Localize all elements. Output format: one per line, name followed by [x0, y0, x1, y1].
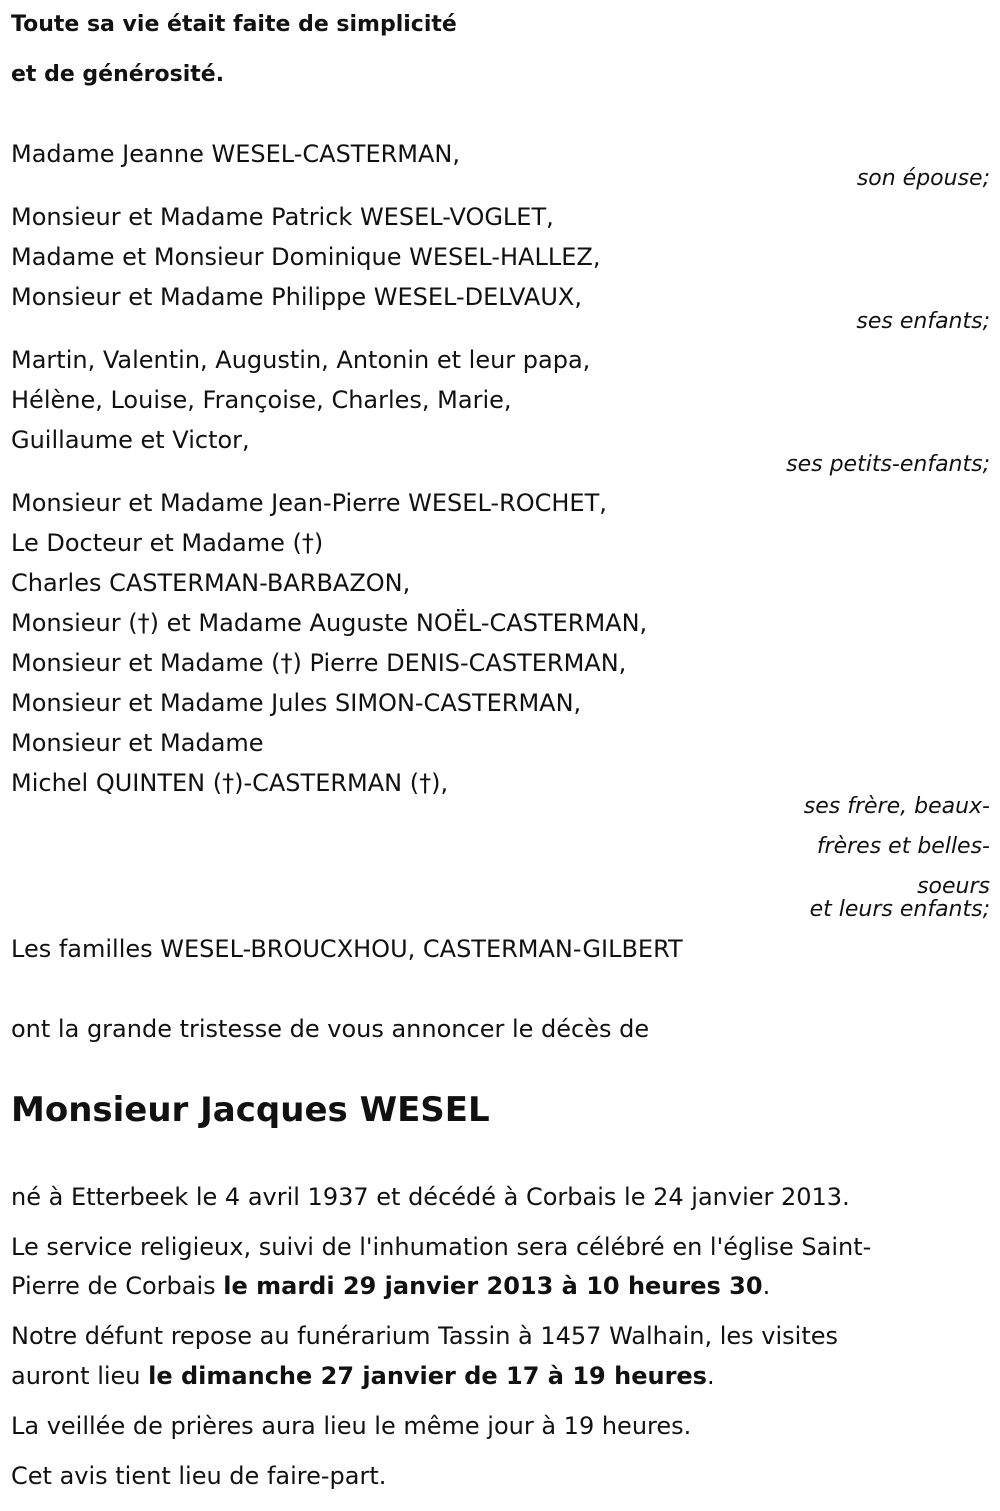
sibling-line: Michel QUINTEN (†)-CASTERMAN (†),	[11, 769, 449, 797]
sibling-line: Monsieur et Madame Jean-Pierre WESEL-ROCHET,	[11, 489, 607, 517]
service-line-2	[11, 1271, 770, 1301]
visit-date: le dimanche 27 janvier de 17 à 19 heures	[148, 1362, 707, 1390]
grandchildren-role: ses petits-enfants;	[786, 452, 990, 477]
sibling-line: Monsieur et Madame (†) Pierre DENIS-CASTERMAN,	[11, 649, 627, 677]
quote-line-2: et de générosité.	[11, 62, 225, 87]
birth-death-line: né à Etterbeek le 4 avril 1937 et décédé à Corbais le 24 janvier 2013.	[11, 1183, 850, 1211]
announcement: ont la grande tristesse de vous annoncer le décès de	[11, 1015, 650, 1043]
visit-line-2	[11, 1361, 715, 1391]
children-role: ses enfants;	[856, 309, 990, 334]
sibling-line: Monsieur (†) et Madame Auguste NOËL-CASTERMAN,	[11, 609, 648, 637]
service-place: Pierre de Corbais	[11, 1272, 224, 1300]
visit-period: .	[706, 1362, 715, 1390]
service-line-1: Le service religieux, suivi de l'inhumation sera célébré en l'église Saint-	[11, 1233, 872, 1261]
siblings-role-line: soeurs	[917, 874, 990, 899]
child-line: Monsieur et Madame Philippe WESEL-DELVAUX,	[11, 283, 582, 311]
closing-line: Cet avis tient lieu de faire-part.	[11, 1462, 387, 1490]
sibling-line: Le Docteur et Madame (†)	[11, 529, 324, 557]
spouse-role: son épouse;	[856, 166, 990, 191]
sibling-line: Monsieur et Madame Jules SIMON-CASTERMAN,	[11, 689, 582, 717]
grandchild-line: Hélène, Louise, Françoise, Charles, Marie,	[11, 386, 512, 414]
sibling-line: Monsieur et Madame	[11, 729, 264, 757]
child-line: Monsieur et Madame Patrick WESEL-VOGLET,	[11, 203, 554, 231]
quote-line-1: Toute sa vie était faite de simplicité	[11, 12, 457, 37]
service-date: le mardi 29 janvier 2013 à 10 heures 30	[223, 1272, 763, 1300]
spouse-name: Madame Jeanne WESEL-CASTERMAN,	[11, 140, 461, 168]
vigil-line: La veillée de prières aura lieu le même jour à 19 heures.	[11, 1412, 692, 1440]
siblings-role-line: frères et belles-	[816, 834, 990, 859]
siblings-role-line: et leurs enfants;	[809, 897, 990, 922]
child-line: Madame et Monsieur Dominique WESEL-HALLEZ,	[11, 243, 601, 271]
sibling-line: Charles CASTERMAN-BARBAZON,	[11, 569, 411, 597]
service-period: .	[762, 1272, 771, 1300]
visit-intro: auront lieu	[11, 1362, 149, 1390]
families-line: Les familles WESEL-BROUCXHOU, CASTERMAN-GILBERT	[11, 935, 683, 963]
visit-line-1: Notre défunt repose au funérarium Tassin à 1457 Walhain, les visites	[11, 1322, 838, 1350]
deceased-name: Monsieur Jacques WESEL	[11, 1090, 490, 1130]
siblings-role-line: ses frère, beaux-	[803, 794, 990, 819]
grandchild-line: Guillaume et Victor,	[11, 426, 250, 454]
grandchild-line: Martin, Valentin, Augustin, Antonin et leur papa,	[11, 346, 591, 374]
